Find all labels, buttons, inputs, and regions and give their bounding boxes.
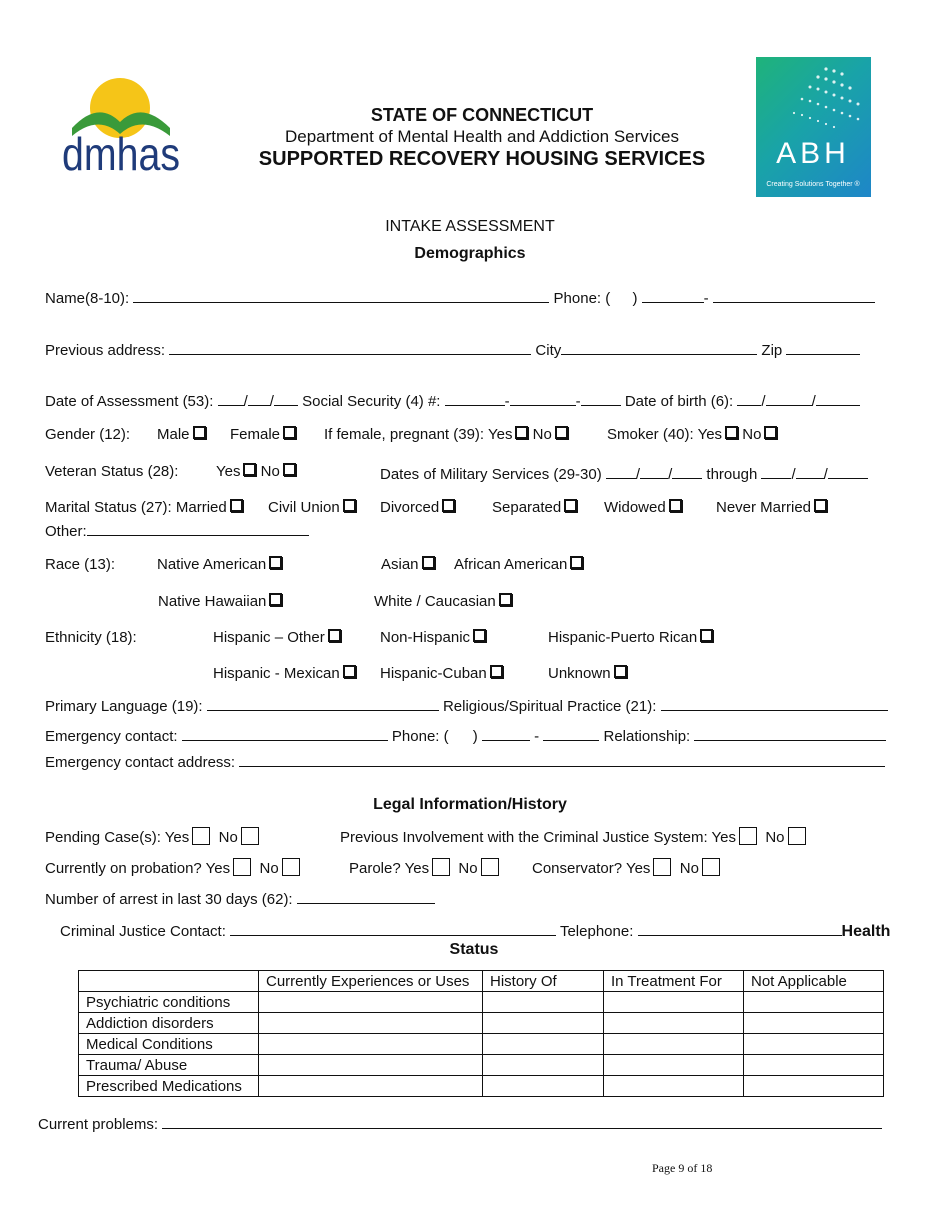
pending-yes-checkbox[interactable] <box>192 827 210 845</box>
white-label: White / Caucasian <box>374 593 496 610</box>
phone-prefix-field[interactable] <box>642 287 704 303</box>
religious-label: Religious/Spiritual Practice (21): <box>442 698 657 715</box>
hispanic-pr-checkbox[interactable] <box>700 629 713 642</box>
white-checkbox[interactable] <box>499 593 512 606</box>
dmhas-logo-text: dmhas <box>62 128 180 180</box>
eth-non-hispanic <box>380 629 486 647</box>
prev-address-label: Previous address: <box>45 342 166 359</box>
language-row <box>45 695 888 716</box>
department-name: Department of Mental Health and Addiction Services <box>284 127 680 146</box>
eth-unknown <box>548 665 627 683</box>
slash: / <box>791 466 796 483</box>
race-african-american <box>454 556 583 574</box>
form-title: INTAKE ASSESSMENT <box>385 218 555 235</box>
no-label: No <box>742 426 762 443</box>
parole-group <box>349 858 499 878</box>
parole-label: Parole? Yes <box>349 860 430 877</box>
married-label: Married <box>175 499 227 516</box>
military-end-day[interactable] <box>796 463 824 479</box>
phone-number-field[interactable] <box>713 287 875 303</box>
assessment-day[interactable] <box>248 390 270 406</box>
header-cell: In Treatment For <box>604 971 744 992</box>
emergency-phone-number[interactable] <box>543 725 599 741</box>
table-row <box>79 1076 884 1097</box>
military-start-year[interactable] <box>672 463 702 479</box>
cj-contact-row <box>60 920 890 941</box>
hispanic-other-checkbox[interactable] <box>328 629 341 642</box>
name-row <box>45 287 875 308</box>
no-label: No <box>679 860 699 877</box>
relationship-label: Relationship: <box>603 728 691 745</box>
eth-hispanic-pr <box>548 629 713 647</box>
race-white <box>374 593 512 611</box>
dob-label: Date of birth (6): <box>624 393 734 410</box>
table-row <box>79 1034 884 1055</box>
never-married-label: Never Married <box>716 499 812 516</box>
divorced-label: Divorced <box>380 499 440 516</box>
name-field[interactable] <box>133 287 549 303</box>
probation-no-checkbox[interactable] <box>282 858 300 876</box>
header-cell: Not Applicable <box>744 971 884 992</box>
marital-label: Marital Status (27): <box>45 499 172 516</box>
row-label: Prescribed Medications <box>79 1076 259 1097</box>
ssn-part-1[interactable] <box>445 390 505 406</box>
eth-hispanic-mexican <box>213 665 356 683</box>
previous-cj-label: Previous Involvement with the Criminal Justice System: Yes <box>340 829 736 846</box>
eth-hispanic-other <box>213 629 341 647</box>
table-cell[interactable] <box>259 1076 483 1097</box>
health-status-table <box>78 970 884 1097</box>
dob-year[interactable] <box>816 390 860 406</box>
header-cell: Currently Experiences or Uses <box>259 971 483 992</box>
section-health-a: Health <box>841 923 891 940</box>
table-row <box>79 1055 884 1076</box>
veteran-label: Veteran Status (28): <box>45 463 179 480</box>
section-legal: Legal Information/History <box>373 796 567 813</box>
phone-dash: - <box>703 290 709 307</box>
marital-widowed <box>604 499 682 517</box>
previous-cj-group <box>340 827 806 847</box>
table-cell[interactable] <box>483 1013 604 1034</box>
divorced-checkbox[interactable] <box>442 499 455 512</box>
header-cell: History Of <box>483 971 604 992</box>
hispanic-mexican-checkbox[interactable] <box>343 665 356 678</box>
cj-telephone-field[interactable] <box>638 920 842 936</box>
veteran-no-checkbox[interactable] <box>283 463 296 476</box>
abh-logo <box>756 57 871 197</box>
current-problems-label: Current problems: <box>38 1116 159 1133</box>
asian-label: Asian <box>381 556 419 573</box>
table-cell[interactable] <box>604 1076 744 1097</box>
abh-logo-text: ABH <box>776 137 850 170</box>
row-label: Trauma/ Abuse <box>79 1055 259 1076</box>
probation-yes-checkbox[interactable] <box>233 858 251 876</box>
african-american-label: African American <box>454 556 568 573</box>
separated-label: Separated <box>492 499 562 516</box>
table-cell[interactable] <box>483 1055 604 1076</box>
gender-male <box>157 426 206 444</box>
emergency-contact-field[interactable] <box>182 725 388 741</box>
marital-civil-union <box>268 499 356 517</box>
slash: / <box>269 393 274 410</box>
table-row <box>79 992 884 1013</box>
row-label: Addiction disorders <box>79 1013 259 1034</box>
smoker-no-checkbox[interactable] <box>764 426 777 439</box>
zip-field[interactable] <box>786 339 860 355</box>
no-label: No <box>260 463 280 480</box>
table-row <box>79 1013 884 1034</box>
conservator-label: Conservator? Yes <box>532 860 651 877</box>
smoker-label: Smoker (40): Yes <box>607 426 723 443</box>
cj-contact-label: Criminal Justice Contact: <box>60 923 226 940</box>
slash: / <box>811 393 816 410</box>
date-assessment-label: Date of Assessment (53): <box>45 393 214 410</box>
gender-label: Gender (12): <box>45 426 131 443</box>
table-cell[interactable] <box>259 1034 483 1055</box>
current-problems-field[interactable] <box>162 1113 882 1129</box>
emergency-row <box>45 725 886 746</box>
eth-hispanic-cuban <box>380 665 503 683</box>
non-hispanic-checkbox[interactable] <box>473 629 486 642</box>
prev-address-field[interactable] <box>169 339 531 355</box>
arrests-label: Number of arrest in last 30 days (62): <box>45 891 293 908</box>
conservator-yes-checkbox[interactable] <box>653 858 671 876</box>
table-cell[interactable] <box>744 1013 884 1034</box>
table-cell[interactable] <box>483 1076 604 1097</box>
program-title: SUPPORTED RECOVERY HOUSING SERVICES <box>258 148 706 170</box>
civil-union-checkbox[interactable] <box>343 499 356 512</box>
table-cell[interactable] <box>259 1013 483 1034</box>
dob-day[interactable] <box>766 390 812 406</box>
table-cell[interactable] <box>259 1055 483 1076</box>
arrests-field[interactable] <box>297 888 435 904</box>
table-cell[interactable] <box>744 1076 884 1097</box>
pregnant-yes-checkbox[interactable] <box>515 426 528 439</box>
header-cell <box>79 971 259 992</box>
hispanic-pr-label: Hispanic-Puerto Rican <box>548 629 698 646</box>
table-cell[interactable] <box>744 1055 884 1076</box>
military-end-month[interactable] <box>761 463 791 479</box>
emergency-address-label: Emergency contact address: <box>45 754 236 771</box>
conservator-group <box>532 858 720 878</box>
marital-other <box>45 520 309 541</box>
no-label: No <box>532 426 552 443</box>
telephone-label: Telephone: <box>559 923 634 940</box>
native-hawaiian-checkbox[interactable] <box>269 593 282 606</box>
military-end-year[interactable] <box>828 463 868 479</box>
conservator-no-checkbox[interactable] <box>702 858 720 876</box>
previous-cj-no-checkbox[interactable] <box>788 827 806 845</box>
emergency-address-field[interactable] <box>239 751 885 767</box>
table-cell[interactable] <box>744 1034 884 1055</box>
arrests-row <box>45 888 435 909</box>
african-american-checkbox[interactable] <box>570 556 583 569</box>
table-cell[interactable] <box>744 992 884 1013</box>
abh-logo-tagline: Creating Solutions Together ® <box>766 181 860 188</box>
current-problems-row <box>38 1113 882 1134</box>
table-cell[interactable] <box>604 1013 744 1034</box>
widowed-checkbox[interactable] <box>669 499 682 512</box>
female-checkbox[interactable] <box>283 426 296 439</box>
pending-no-checkbox[interactable] <box>241 827 259 845</box>
slash: / <box>761 393 766 410</box>
table-cell[interactable] <box>604 992 744 1013</box>
section-demographics: Demographics <box>414 245 526 262</box>
military-label: Dates of Military Services (29-30) <box>380 466 602 483</box>
native-hawaiian-label: Native Hawaiian <box>158 593 267 610</box>
no-label: No <box>218 829 238 846</box>
smoker-group <box>607 426 777 444</box>
zip-label: Zip <box>761 342 783 359</box>
no-label: No <box>259 860 279 877</box>
marital-never-married <box>716 499 827 517</box>
military-start-day[interactable] <box>640 463 668 479</box>
marital-other-field[interactable] <box>87 520 309 536</box>
emergency-phone-label: Phone: ( <box>391 728 449 745</box>
religious-field[interactable] <box>661 695 888 711</box>
male-label: Male <box>157 426 190 443</box>
dates-row <box>45 390 860 411</box>
civil-union-label: Civil Union <box>268 499 340 516</box>
marital-married <box>45 499 243 517</box>
veteran-group <box>216 463 296 481</box>
probation-label: Currently on probation? Yes <box>45 860 231 877</box>
gender-female <box>230 426 296 444</box>
ssn-part-3[interactable] <box>581 390 621 406</box>
phone-label: Phone: ( <box>553 290 611 307</box>
race-label: Race (13): <box>45 556 116 573</box>
female-label: Female <box>230 426 281 443</box>
never-married-checkbox[interactable] <box>814 499 827 512</box>
hispanic-mexican-label: Hispanic - Mexican <box>213 665 340 682</box>
previous-cj-yes-checkbox[interactable] <box>739 827 757 845</box>
row-label: Psychiatric conditions <box>79 992 259 1013</box>
table-cell[interactable] <box>259 992 483 1013</box>
ethnicity-label: Ethnicity (18): <box>45 629 137 646</box>
language-field[interactable] <box>207 695 439 711</box>
military-start-month[interactable] <box>606 463 636 479</box>
city-field[interactable] <box>561 339 757 355</box>
pregnant-no-checkbox[interactable] <box>555 426 568 439</box>
marital-divorced <box>380 499 455 517</box>
language-label: Primary Language (19): <box>45 698 203 715</box>
military-row <box>380 463 868 484</box>
dash: - <box>575 393 581 410</box>
dob-month[interactable] <box>737 390 761 406</box>
slash: / <box>823 466 828 483</box>
phone-paren: ) <box>472 728 478 745</box>
emergency-phone-prefix[interactable] <box>482 725 530 741</box>
page-number: Page 9 of 18 <box>652 1161 713 1175</box>
smoker-yes-checkbox[interactable] <box>725 426 738 439</box>
slash: / <box>243 393 248 410</box>
dash: - <box>504 393 510 410</box>
probation-group <box>45 858 300 878</box>
pregnant-label: If female, pregnant (39): Yes <box>324 426 513 443</box>
table-cell[interactable] <box>604 1034 744 1055</box>
dmhas-logo <box>58 70 188 180</box>
table-header-row <box>79 971 884 992</box>
ssn-part-2[interactable] <box>510 390 576 406</box>
yes-label: Yes <box>216 463 241 480</box>
non-hispanic-label: Non-Hispanic <box>380 629 471 646</box>
no-label: No <box>765 829 785 846</box>
relationship-field[interactable] <box>694 725 886 741</box>
table-cell[interactable] <box>483 1034 604 1055</box>
ssn-label: Social Security (4) #: <box>302 393 441 410</box>
unknown-label: Unknown <box>548 665 611 682</box>
slash: / <box>668 466 673 483</box>
asian-checkbox[interactable] <box>422 556 435 569</box>
marital-separated <box>492 499 577 517</box>
parole-no-checkbox[interactable] <box>481 858 499 876</box>
assessment-month[interactable] <box>218 390 244 406</box>
other-label: Other: <box>45 523 87 540</box>
name-label: Name(8-10): <box>45 290 130 307</box>
city-label: City <box>535 342 562 359</box>
prev-address-row <box>45 339 860 360</box>
hispanic-cuban-checkbox[interactable] <box>490 665 503 678</box>
dash: - <box>534 728 540 745</box>
hispanic-cuban-label: Hispanic-Cuban <box>380 665 487 682</box>
hispanic-other-label: Hispanic – Other <box>213 629 325 646</box>
parole-yes-checkbox[interactable] <box>432 858 450 876</box>
emergency-address-row <box>45 751 885 772</box>
no-label: No <box>458 860 478 877</box>
row-label: Medical Conditions <box>79 1034 259 1055</box>
pending-group <box>45 827 259 847</box>
male-checkbox[interactable] <box>193 426 206 439</box>
separated-checkbox[interactable] <box>564 499 577 512</box>
cj-contact-field[interactable] <box>230 920 556 936</box>
race-native-american <box>157 556 282 574</box>
unknown-checkbox[interactable] <box>614 665 627 678</box>
native-american-label: Native American <box>157 556 267 573</box>
native-american-checkbox[interactable] <box>269 556 282 569</box>
race-native-hawaiian <box>158 593 282 611</box>
phone-paren: ) <box>632 290 638 307</box>
through-label: through <box>706 466 758 483</box>
widowed-label: Widowed <box>604 499 666 516</box>
pregnant-group <box>324 426 568 444</box>
section-health-b: Status <box>449 941 499 958</box>
assessment-year[interactable] <box>274 390 298 406</box>
married-checkbox[interactable] <box>230 499 243 512</box>
race-asian <box>381 556 435 574</box>
emergency-label: Emergency contact: <box>45 728 178 745</box>
slash: / <box>635 466 641 483</box>
table-cell[interactable] <box>604 1055 744 1076</box>
state-title: STATE OF CONNECTICUT <box>370 105 594 125</box>
table-cell[interactable] <box>483 992 604 1013</box>
veteran-yes-checkbox[interactable] <box>243 463 256 476</box>
pending-label: Pending Case(s): Yes <box>45 829 190 846</box>
